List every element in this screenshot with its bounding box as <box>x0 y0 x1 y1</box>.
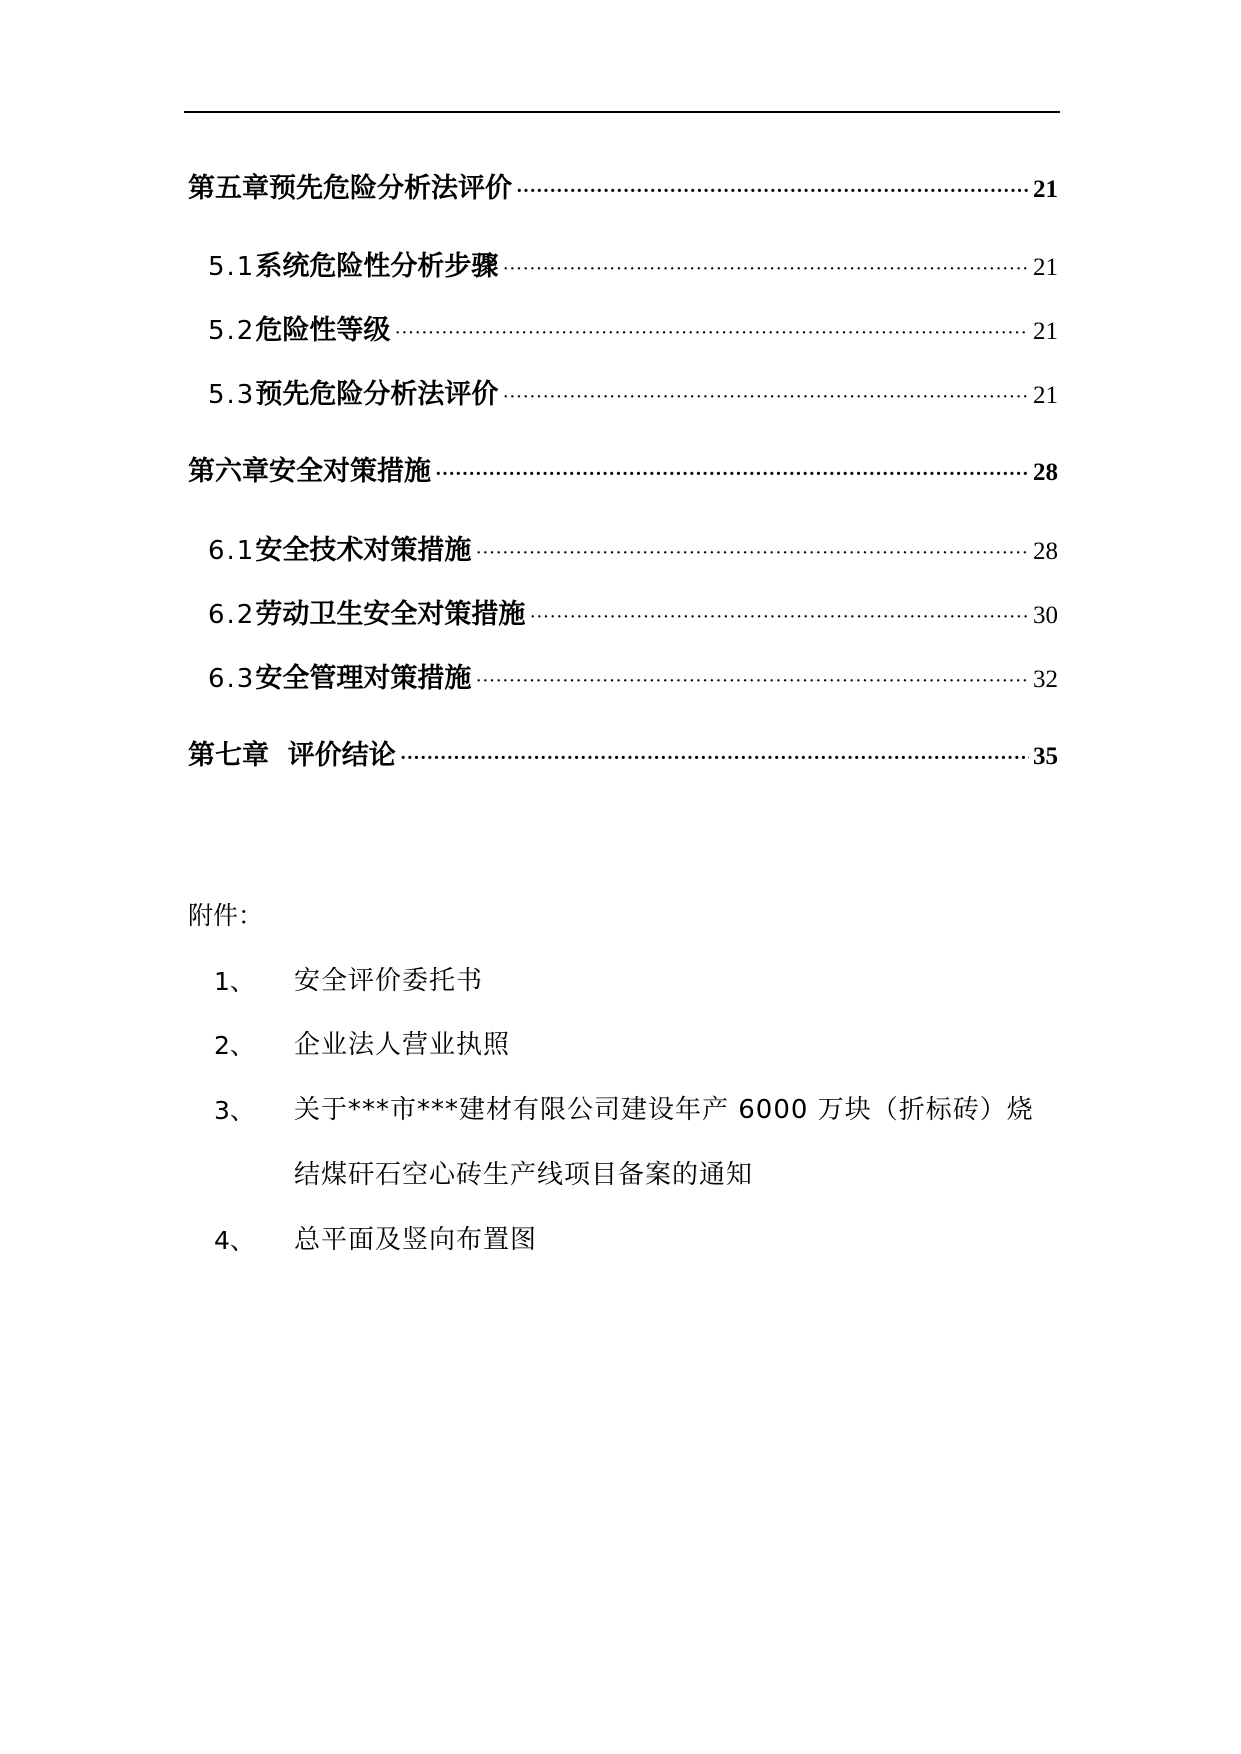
toc-entry-page: 21 <box>1033 176 1058 203</box>
toc-entry-title: 危险性等级 <box>255 315 391 346</box>
toc-section-6-3[interactable] <box>208 656 1058 695</box>
toc-section-6-2[interactable] <box>208 592 1058 631</box>
toc-chapter-6[interactable] <box>188 449 1058 488</box>
header-rule <box>184 111 1060 113</box>
dot-leader <box>475 670 1029 693</box>
attachment-title: 关于***市***建材有限公司建设年产 6000 万块（折标砖）烧 <box>294 1095 1034 1125</box>
dot-leader <box>529 606 1029 629</box>
attachments-heading: 附件： <box>188 901 264 930</box>
attachment-number: 4、 <box>214 1226 255 1255</box>
attachment-number: 3、 <box>214 1096 255 1125</box>
attachment-number: 1、 <box>214 967 255 996</box>
dot-leader <box>502 258 1029 281</box>
dot-leader <box>516 180 1029 203</box>
toc-section-5-3[interactable] <box>208 372 1058 411</box>
attachment-number: 2、 <box>214 1031 255 1060</box>
toc-entry-title: 预先危险分析法评价 <box>255 379 499 410</box>
toc-entry-title: 安全技术对策措施 <box>255 535 472 566</box>
toc-entry-title: 第五章预先危险分析法评价 <box>188 173 512 204</box>
toc-entry-number: 5.1 <box>208 252 256 282</box>
toc-entry-number: 6.2 <box>208 600 256 630</box>
toc-entry-title: 第六章安全对策措施 <box>188 456 431 487</box>
attachment-title: 企业法人营业执照 <box>294 1030 511 1060</box>
dot-leader <box>400 747 1029 770</box>
toc-entry-page: 21 <box>1033 254 1058 281</box>
toc-entry-page: 21 <box>1033 382 1058 409</box>
dot-leader <box>394 322 1029 345</box>
toc-entry-page: 28 <box>1033 459 1058 486</box>
toc-entry-number: 5.3 <box>208 380 256 410</box>
toc-entry-page: 30 <box>1033 602 1058 629</box>
toc-entry-title: 劳动卫生安全对策措施 <box>255 599 526 630</box>
toc-entry-page: 28 <box>1033 538 1058 565</box>
attachment-title-continued: 结煤矸石空心砖生产线项目备案的通知 <box>294 1160 754 1190</box>
dot-leader <box>435 463 1029 486</box>
toc-entry-number: 6.3 <box>208 664 256 694</box>
toc-section-5-1[interactable] <box>208 244 1058 283</box>
toc-entry-title: 第七章 评价结论 <box>188 740 396 771</box>
dot-leader <box>475 542 1029 565</box>
attachment-title: 总平面及竖向布置图 <box>294 1225 538 1255</box>
toc-entry-number: 5.2 <box>208 316 256 346</box>
toc-section-6-1[interactable] <box>208 528 1058 567</box>
toc-chapter-7[interactable] <box>188 733 1058 772</box>
attachment-title: 安全评价委托书 <box>294 966 484 996</box>
toc-section-5-2[interactable] <box>208 308 1058 347</box>
toc-entry-title: 系统危险性分析步骤 <box>255 251 499 282</box>
toc-entry-page: 35 <box>1033 743 1058 770</box>
toc-entry-number: 6.1 <box>208 536 256 566</box>
dot-leader <box>502 386 1029 409</box>
toc-entry-page: 32 <box>1033 666 1058 693</box>
toc-entry-title: 安全管理对策措施 <box>255 663 472 694</box>
toc-entry-page: 21 <box>1033 318 1058 345</box>
toc-chapter-5[interactable] <box>188 166 1058 205</box>
